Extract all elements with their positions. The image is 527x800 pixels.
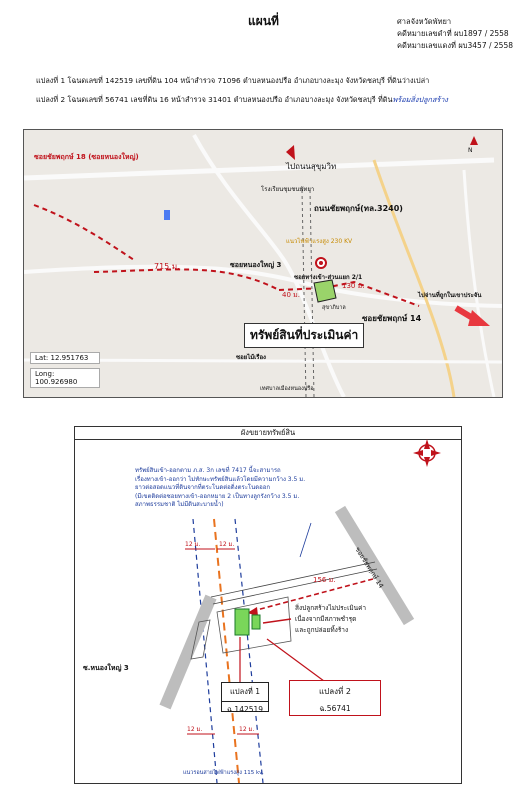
parcel-1-description: แปลงที่ 1 โฉนดเลขที่ 142519 เลขที่ดิน 104 หน้าสำรวจ 71096 ตำบลหนองปรือ อำเภอบางละมุง จังหวัดชลบุรี ที่ดินว่างเปล่า	[36, 76, 430, 85]
chaiyaphruek-road-label: ถนนชัยพฤกษ์(ทล.3240)	[314, 204, 403, 213]
note-line: ทรัพย์สินเข้า-ออกตาม ภ.ส. 3ก เลขที่ 7417 นี้จะสามารถ	[135, 467, 281, 474]
width-12-bottom-right: 12 ม.	[239, 726, 255, 733]
note-line: เรื่องทางเข้า-ออกว่า ไม่ทักษะทรัพย์สินแล้วโดยมีความกว้าง 3.5 ม.	[135, 475, 306, 483]
to-destination-label: ไปจ่านที่ถูกในเขาประจัน	[418, 292, 482, 299]
to-sukhumvit-label: ไปถนนสุขุมวิท	[286, 162, 337, 171]
note-line: ยาวต่อสอดแนวที่ดินจากที่ตระโนดต่อดิ่งตระโนดออก	[135, 484, 270, 491]
distance-156: 156 ม.	[313, 576, 336, 584]
parcel-1-deed: ฉ.142519	[222, 701, 268, 716]
distance-130: 130 ม.	[342, 282, 365, 290]
parcel-2-deed: ฉ.56741	[319, 704, 351, 713]
subject-property-label: ทรัพย์สินที่ประเมินค่า	[244, 323, 364, 348]
building-note-line-2: เนื่องจากมีสภาพชำรุด	[295, 615, 357, 623]
case-info	[397, 16, 515, 52]
property-layout-plan	[74, 426, 462, 784]
note-line: (มีเขตติดต่อซอยทางเข้า-ออกหมาย 2 เป็นทางลูกรังกว้าง 3.5 ม.	[135, 492, 300, 500]
soi-14-label: ซอยชัยพฤกษ์ 14	[353, 545, 386, 590]
parcel-2-text: แปลงที่ 2 โฉนดเลขที่ 56741 เลขที่ดิน 16 หน้าสำรวจ 31401 ตำบลหนองปรือ อำเภอบางละมุง จังหวัดชลบุรี ที่ดิน	[36, 95, 393, 104]
parcel-2-label: แปลงที่ 2	[319, 687, 351, 696]
building-note-line-1: สิ่งปลูกสร้างไม่ประเมินค่า	[295, 604, 367, 612]
width-12-left: 12 ม.	[185, 541, 201, 548]
width-12-right: 12 ม.	[219, 541, 235, 548]
width-12-bottom-left: 12 ม.	[187, 726, 203, 733]
plan-title: ผังขยายทรัพย์สิน	[75, 427, 461, 440]
case-red: คดีหมายเลขแดงที่ ผบ3457 / 2558	[397, 41, 513, 50]
soi-18-label: ซอยชัยพฤกษ์ 18 (ซอยหนองใหญ่)	[34, 153, 139, 161]
landmark-label: เทศบาลเมืองหนองปรือ	[260, 386, 314, 392]
soi-nongyai-3-label: ซ.หนองใหญ่ 3	[83, 664, 129, 672]
distance-40: 40 ม.	[282, 291, 300, 299]
page-title: แผนที่	[248, 14, 279, 28]
case-black: คดีหมายเลขดำที่ ผบ1897 / 2558	[397, 29, 509, 38]
location-map	[23, 129, 503, 398]
parcel-2-handwritten: พร้อมสิ่งปลูกสร้าง	[392, 95, 448, 104]
distance-715: 715 ม.	[154, 262, 180, 271]
power-line-label: แนวไฟฟ้าแรงสูง 230 KV	[286, 238, 353, 245]
parcel-2-description	[36, 95, 448, 106]
court-name: ศาลจังหวัดพัทยา	[397, 17, 452, 26]
note-line: สภาพธรรมชาติ ไม่มีดินสะบายน้ำ)	[135, 501, 224, 508]
latitude-readout: Lat: 12.951763	[30, 352, 100, 364]
access-note	[135, 467, 305, 510]
building-note	[295, 603, 366, 636]
parcel-1-label: แปลงที่ 1	[230, 687, 260, 696]
school-label: โรงเรียนชุมชนพัทยา	[261, 186, 315, 193]
landmark-2-label: สุขาภิบาล	[322, 305, 346, 311]
soi-14-label: ซอยชัยพฤกษ์ 14	[362, 314, 422, 323]
parcel-1-box	[221, 682, 269, 712]
soi-nongyai-3-label: ซอยหนองใหญ่ 3	[230, 261, 282, 269]
building-note-line-3: และถูกปล่อยทิ้งร้าง	[295, 626, 349, 634]
parcel-2-box	[289, 680, 381, 716]
soi-entrance-label: ซอยทางเข้า-ส่วนแยก 2/1	[294, 274, 363, 281]
power-line-label: แนวรอนสายไฟฟ้าแรงสูง 115 kv.	[183, 770, 264, 776]
soi-mairuen-label: ซอยไม้เรือง	[236, 354, 266, 361]
longitude-readout: Long: 100.926980	[30, 368, 100, 388]
north-label: N	[468, 147, 473, 154]
